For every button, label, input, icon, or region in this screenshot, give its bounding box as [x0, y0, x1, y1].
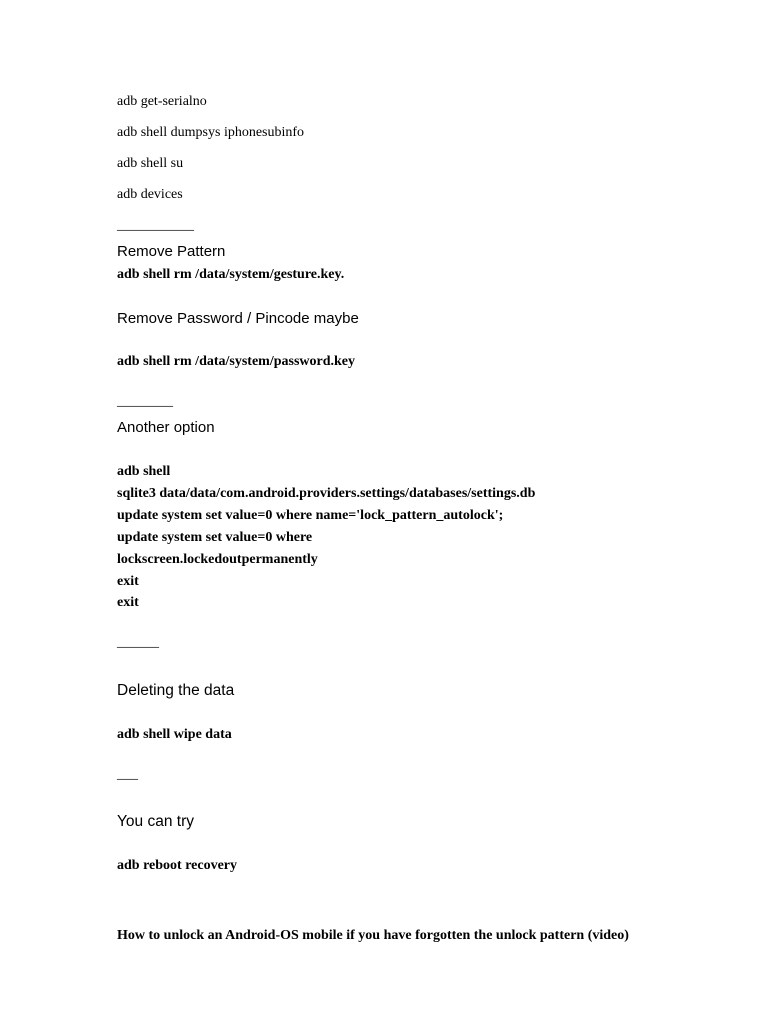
command-line: adb devices [117, 187, 183, 202]
command-line: sqlite3 data/data/com.android.providers.settings/databases/settings.db [117, 486, 536, 501]
section-heading: Remove Password / Pincode maybe [117, 310, 359, 327]
video-title: How to unlock an Android-OS mobile if you have forgotten the unlock pattern (video) [117, 928, 629, 943]
section-heading: Deleting the data [117, 682, 235, 699]
command-line: update system set value=0 where [117, 530, 313, 545]
command-line: adb shell [117, 464, 171, 479]
command-line: exit [117, 595, 139, 610]
separator: ______ [117, 635, 159, 650]
separator: ___ [117, 767, 138, 782]
command-line: adb shell rm /data/system/gesture.key. [117, 267, 345, 282]
section-heading: You can try [117, 813, 194, 830]
command-line: adb shell rm /data/system/password.key [117, 354, 356, 369]
command-line: adb shell wipe data [117, 727, 232, 742]
section-heading: Another option [117, 419, 215, 436]
command-line: update system set value=0 where name='lock_pattern_autolock'; [117, 508, 504, 523]
command-line: adb shell su [117, 156, 184, 171]
command-line: adb shell dumpsys iphonesubinfo [117, 125, 305, 140]
separator: ___________ [117, 218, 194, 233]
separator: ________ [117, 394, 173, 409]
command-line: adb reboot recovery [117, 858, 238, 873]
command-line: adb get-serialno [117, 94, 207, 109]
command-line: lockscreen.lockedoutpermanently [117, 552, 318, 567]
command-line: exit [117, 574, 139, 589]
section-heading: Remove Pattern [117, 243, 226, 260]
